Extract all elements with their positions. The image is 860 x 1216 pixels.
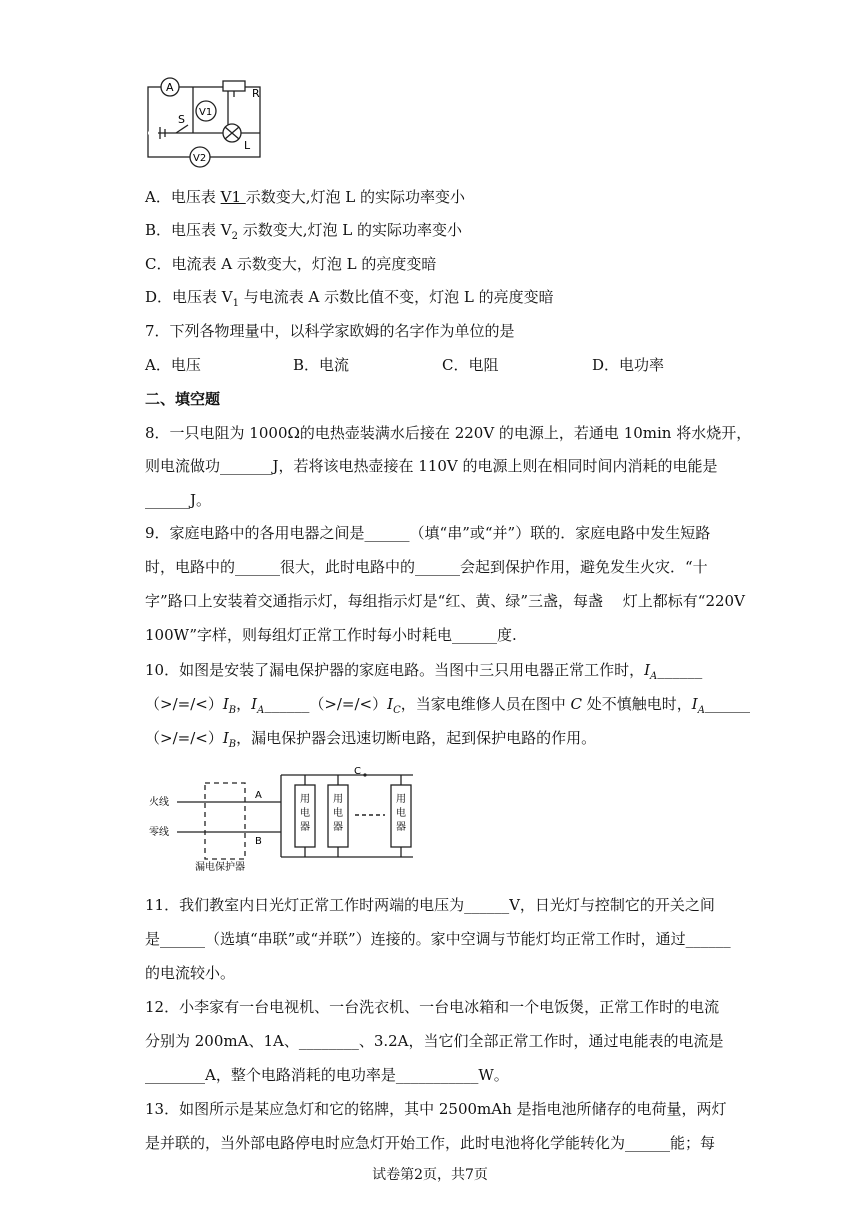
q10-line-1: 10．如图是安装了漏电保护器的家庭电路。当图中三只用电器正常工作时，$I_A\_\_\_\_\_\_$ [145, 661, 703, 682]
fig1-label-V1: V1 [199, 107, 213, 118]
protector-box [205, 783, 245, 859]
q8-line-3: ______J。 [145, 491, 212, 509]
q12-line-1: 12．小李家有一台电视机、一台洗衣机、一台电冰箱和一个电饭煲，正常工作时的电流 [145, 998, 720, 1016]
section-title: 二、填空题 [145, 390, 221, 408]
q8-line-2: 则电流做功_______J，若将该电热壶接在 110V 的电源上则在相同时间内消耗的电能是 [145, 457, 718, 475]
page-footer: 试卷第2页，共7页 [372, 1167, 488, 1183]
q6-option-c: C．电流表 A 示数变大，灯泡 L 的亮度变暗 [145, 255, 437, 273]
circuit-diagram-2 [145, 765, 445, 875]
fig1-label-S: S [178, 113, 185, 126]
q9-line-3: 字”路口上安装着交通指示灯，每组指示灯是“红、黄、绿”三盏，每盏 灯上都标有“220V [145, 592, 745, 610]
circuit-diagram-1 [140, 75, 275, 170]
fig1-label-R: R [252, 87, 260, 100]
q11-line-2: 是______（选填“串联”或“并联”）连接的。家中空调与节能灯均正常工作时，通过______ [145, 930, 731, 948]
q7-option-c: C．电阻 [442, 356, 499, 374]
device-3-label: 用电器 [396, 794, 406, 833]
fig1-label-V2: V2 [193, 153, 207, 164]
point-c-label: C [354, 766, 361, 777]
rheostat-icon [223, 81, 245, 91]
q9-line-4: 100W”字样，则每组灯正常工作时每小时耗电______度. [145, 626, 517, 644]
q7-option-d: D．电功率 [592, 356, 665, 374]
q7-option-b: B．电流 [293, 356, 350, 374]
point-a-label: A [255, 790, 262, 801]
point-b-label: B [255, 836, 262, 847]
q10-line-2: $(>/=/<)I_B$，$I_A\_\_\_\_\_\_(>/=/<)I_C$，当家电维修人员在图中 C 处不慎触电时，$I_A\_\_\_\_\_\_$ [145, 695, 750, 716]
q9-line-2: 时，电路中的______很大，此时电路中的______会起到保护作用，避免发生火灾．“十 [145, 558, 708, 576]
fig1-label-A: A [166, 81, 174, 94]
q13-line-2: 是并联的，当外部电路停电时应急灯开始工作，此时电池将化学能转化为______能；每 [145, 1134, 716, 1152]
q11-line-1: 11．我们教室内日光灯正常工作时两端的电压为______V，日光灯与控制它的开关之间 [145, 896, 715, 914]
q7-option-a: A．电压 [145, 356, 201, 374]
q12-line-3: ________A，整个电路消耗的电功率是___________W。 [145, 1066, 509, 1084]
q9-line-1: 9．家庭电路中的各用电器之间是______（填“串”或“并”）联的．家庭电路中发生短路 [145, 524, 711, 542]
q13-line-1: 13．如图所示是某应急灯和它的铭牌，其中 2500mAh 是指电池所储存的电荷量，两灯 [145, 1100, 727, 1118]
neutral-wire-label: 零线 [149, 827, 169, 838]
q7-stem: 7．下列各物理量中，以科学家欧姆的名字作为单位的是 [145, 322, 515, 340]
fig1-label-L: L [244, 139, 251, 152]
q6-option-d: D．电压表 $V_1$ 与电流表 A 示数比值不变，灯泡 L 的亮度变暗 [145, 288, 554, 309]
device-2-label: 用电器 [333, 794, 343, 833]
q6-option-b: B．电压表 $V_2$ 示数变大,灯泡 L 的实际功率变小 [145, 221, 463, 242]
live-wire-label: 火线 [149, 797, 169, 808]
device-1-label: 用电器 [300, 794, 310, 833]
q11-line-3: 的电流较小。 [145, 964, 236, 982]
q10-line-3: $(>/=/<)I_B$，漏电保护器会迅速切断电路，起到保护电路的作用。 [145, 729, 597, 750]
q12-line-2: 分别为 200mA、1A、________、3.2A，当它们全部正常工作时，通过电能表的电流是 [145, 1032, 724, 1050]
q8-line-1: 8．一只电阻为 1000Ω的电热壶装满水后接在 220V 的电源上，若通电 10min 将水烧开， [145, 424, 752, 442]
q6-option-a: A．电压表 V1 示数变大,灯泡 L 的实际功率变小 [145, 188, 466, 206]
protector-label: 漏电保护器 [195, 862, 245, 873]
